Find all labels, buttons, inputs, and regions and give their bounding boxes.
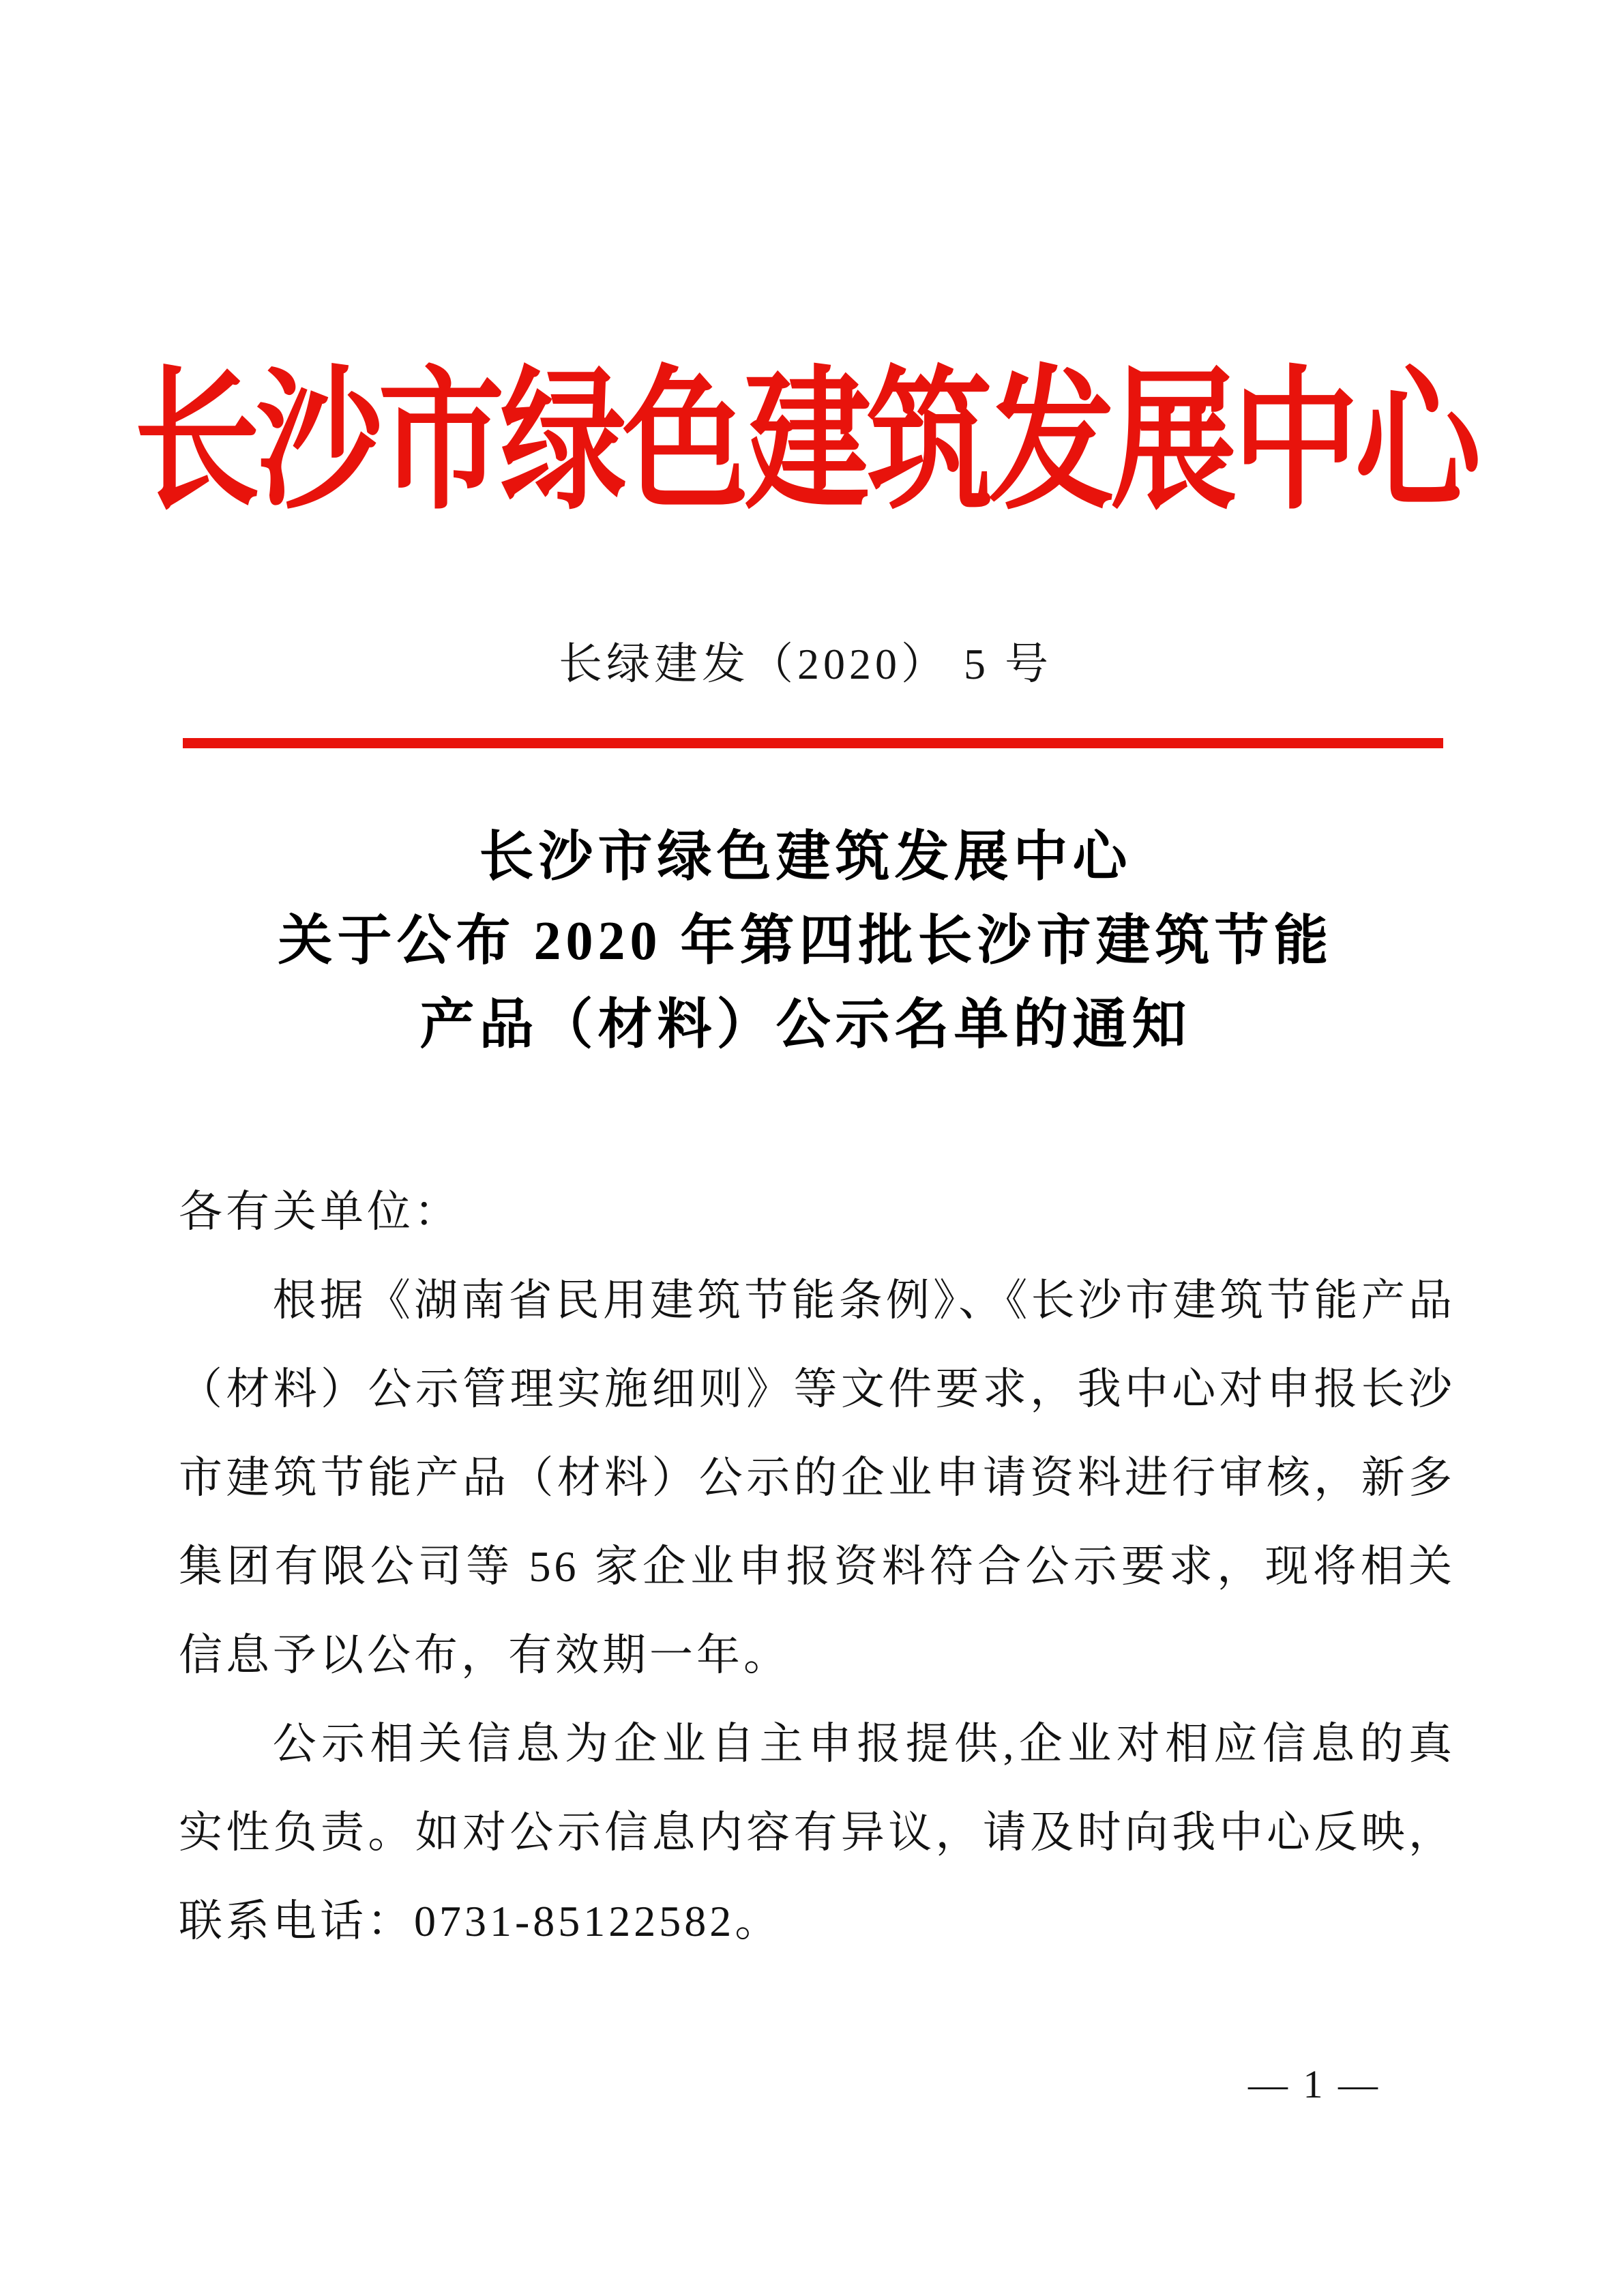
agency-title bbox=[0, 357, 1611, 529]
red-divider-line bbox=[183, 738, 1443, 748]
page-number: — 1 — bbox=[1248, 2062, 1380, 2106]
agency-title-text: 长沙市绿色建筑发展中心 bbox=[134, 357, 1477, 529]
body-paragraph: 根据《湖南省民用建筑节能条例》、《长沙市建筑节能产品（材料）公示管理实施细则》等文件要求，我中心对申报长沙市建筑节能产品（材料）公示的企业申请资料进行审核，新多集团有限公司等 56 家企业申报资料符合公示要求，现将相关信息予以公布，有效期一年。 bbox=[179, 1276, 1455, 1679]
body-paragraph: 公示相关信息为企业自主申报提供,企业对相应信息的真实性负责。如对公示信息内容有异议，请及时向我中心反映，联系电话：0731-85122582。 bbox=[179, 1720, 1455, 1945]
notice-body bbox=[179, 1168, 1455, 1966]
document-number: 长绿建发（2020） 5 号 bbox=[559, 640, 1052, 688]
salutation: 各有关单位： bbox=[179, 1188, 461, 1236]
notice-title bbox=[0, 816, 1611, 1068]
notice-title-line: 产品（材料）公示名单的通知 bbox=[419, 995, 1192, 1055]
notice-title-line: 关于公布 2020 年第四批长沙市建筑节能 bbox=[278, 911, 1333, 971]
notice-title-line: 长沙市绿色建筑发展中心 bbox=[479, 827, 1132, 887]
